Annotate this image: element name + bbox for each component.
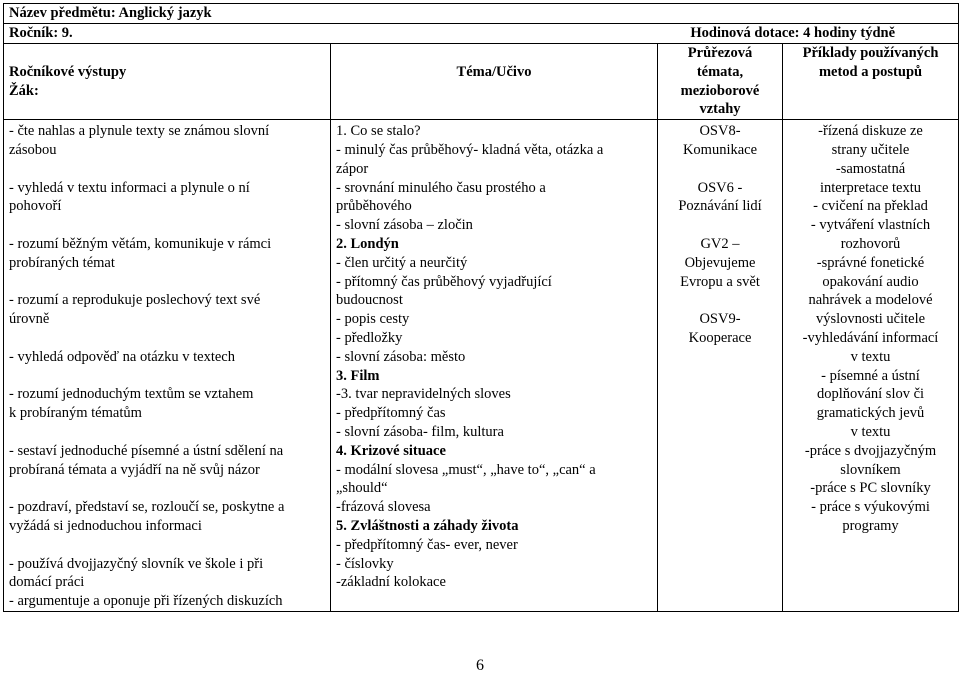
method-line: interpretace textu [819,179,922,196]
cross-header-line: témata, [696,63,744,80]
topic-line: -základní kolokace [336,574,446,591]
outcome-line: - argumentuje a oponuje při řízených diskuzích [9,593,283,610]
topic-line: - slovní zásoba: město [336,348,466,365]
method-line: - písemné a ústní [821,367,920,384]
cross-cell [658,120,783,612]
topic-line: - přítomný čas průběhový vyjadřující [336,273,552,290]
cross-theme-line: OSV6 - [697,179,743,196]
topic-line: - modální slovesa „must“, „have to“, „can“ a [336,461,596,478]
outcomes-cell [4,120,331,612]
cross-header-line: mezioborové [680,82,760,99]
topic-line: - předpřítomný čas [336,405,446,422]
method-line: -samostatná [835,160,906,177]
method-line: programy [842,517,899,534]
cross-theme-line: Komunikace [682,141,758,158]
outcome-line: - vyhledá odpověď na otázku v textech [9,348,235,365]
grade-label: Ročník: 9. [9,25,73,41]
topic-line: -frázová slovesa [336,499,431,516]
outcome-line: pohovoří [9,198,62,215]
outcomes-header [4,44,331,120]
method-line: výslovnosti učitele [815,311,926,328]
topic-line: - předložky [336,329,403,346]
method-line: -řízená diskuze ze [818,123,923,140]
cross-theme-line: Poznávání lidí [678,198,762,215]
outcome-line: vyžádá si jednoduchou informaci [9,517,202,534]
method-line: - cvičení na překlad [813,198,928,215]
topic-line: -3. tvar nepravidelných sloves [336,386,511,403]
topic-header [331,44,658,120]
topic-line: - minulý čas průběhový- kladná věta, otázka a [336,141,604,158]
topic-line: budoucnost [336,292,403,309]
outcome-line: - vyhledá v textu informaci a plynule o ní [9,179,250,196]
hours-label: Hodinová dotace: 4 hodiny týdně [690,25,896,41]
topic-line: - číslovky [336,555,394,572]
topic-heading: 3. Film [336,367,380,384]
outcome-line: - pozdraví, představí se, rozloučí se, poskytne a [9,499,285,516]
column-header-row [4,44,959,120]
topic-heading: 2. Londýn [336,235,399,252]
cross-header-line: vztahy [699,101,741,118]
topic-line: - srovnání minulého času prostého a [336,179,546,196]
outcome-line: domácí práci [9,574,85,591]
cross-theme-line: OSV8- [699,123,741,140]
outcome-line: - rozumí jednoduchým textům se vztahem [9,386,254,403]
methods-cell [783,120,959,612]
topic-line: - slovní zásoba – zločin [336,217,473,234]
outcome-line: - sestaví jednoduché písemné a ústní sdělení na [9,442,284,459]
topics-cell [331,120,658,612]
methods-header [783,44,959,120]
grade-row [4,24,959,44]
cross-header-line: Průřezová [687,45,753,61]
outcome-line: probíraných témat [9,254,115,271]
methods-header-line: Příklady používaných [802,45,939,61]
outcome-line: probíraná témata a vyjádří na ně svůj názor [9,461,260,478]
outcome-line: k probíraným tématům [9,405,142,422]
topic-line: - člen určitý a neurčitý [336,254,468,271]
topic-line: - předpřítomný čas- ever, never [336,536,518,553]
subject-row [4,4,959,24]
cross-theme-line: Objevujeme [684,254,756,271]
topic-line: průběhového [336,198,412,215]
cross-theme-line: GV2 – [700,235,740,252]
topic-line: „should“ [336,480,388,497]
topic-heading: 5. Zvláštnosti a záhady života [336,517,519,534]
cross-theme-line: Evropu a svět [680,273,760,290]
method-line: - práce s výukovými [811,499,930,516]
topic-heading: 4. Krizové situace [336,442,446,459]
cross-header [658,44,783,120]
outcomes-subtitle: Žák: [9,82,39,99]
outcome-line: - rozumí a reprodukuje poslechový text své [9,292,261,309]
method-line: v textu [850,348,891,365]
method-line: doplňování slov či [816,386,925,403]
subject-name: Název předmětu: Anglický jazyk [4,4,959,24]
method-line: nahrávek a modelové [808,292,933,309]
outcome-line: zásobou [9,141,57,158]
method-line: gramatických jevů [816,405,925,422]
topic-line: zápor [336,160,369,177]
page-number: 6 [476,657,484,674]
content-row [4,120,959,612]
methods-header-line: metod a postupů [818,63,923,80]
topic-line: - popis cesty [336,311,410,328]
method-line: -práce s PC slovníky [810,480,931,497]
method-line: rozhovorů [840,235,901,252]
curriculum-table [3,3,959,612]
method-line: -správné fonetické [816,254,925,271]
outcomes-title: Ročníkové výstupy [9,64,127,80]
outcome-line: - čte nahlas a plynule texty se známou slovní [9,123,270,140]
cross-theme-line: Kooperace [688,329,752,346]
method-line: slovníkem [840,461,901,478]
method-line: opakování audio [822,273,919,290]
cross-theme-line: OSV9- [699,311,741,328]
method-line: strany učitele [831,141,910,158]
topic-title: Téma/Učivo [456,64,532,80]
method-line: v textu [850,423,891,440]
topic-line: 1. Co se stalo? [336,123,421,140]
method-line: -práce s dvojjazyčným [804,442,937,459]
outcome-line: - rozumí běžným větám, komunikuje v rámci [9,235,272,252]
topic-line: - slovní zásoba- film, kultura [336,423,504,440]
grade-hours-cell [4,24,959,44]
outcome-line: - používá dvojjazyčný slovník ve škole i při [9,555,264,572]
method-line: -vyhledávání informací [802,329,939,346]
method-line: - vytváření vlastních [810,217,931,234]
outcome-line: úrovně [9,311,50,328]
